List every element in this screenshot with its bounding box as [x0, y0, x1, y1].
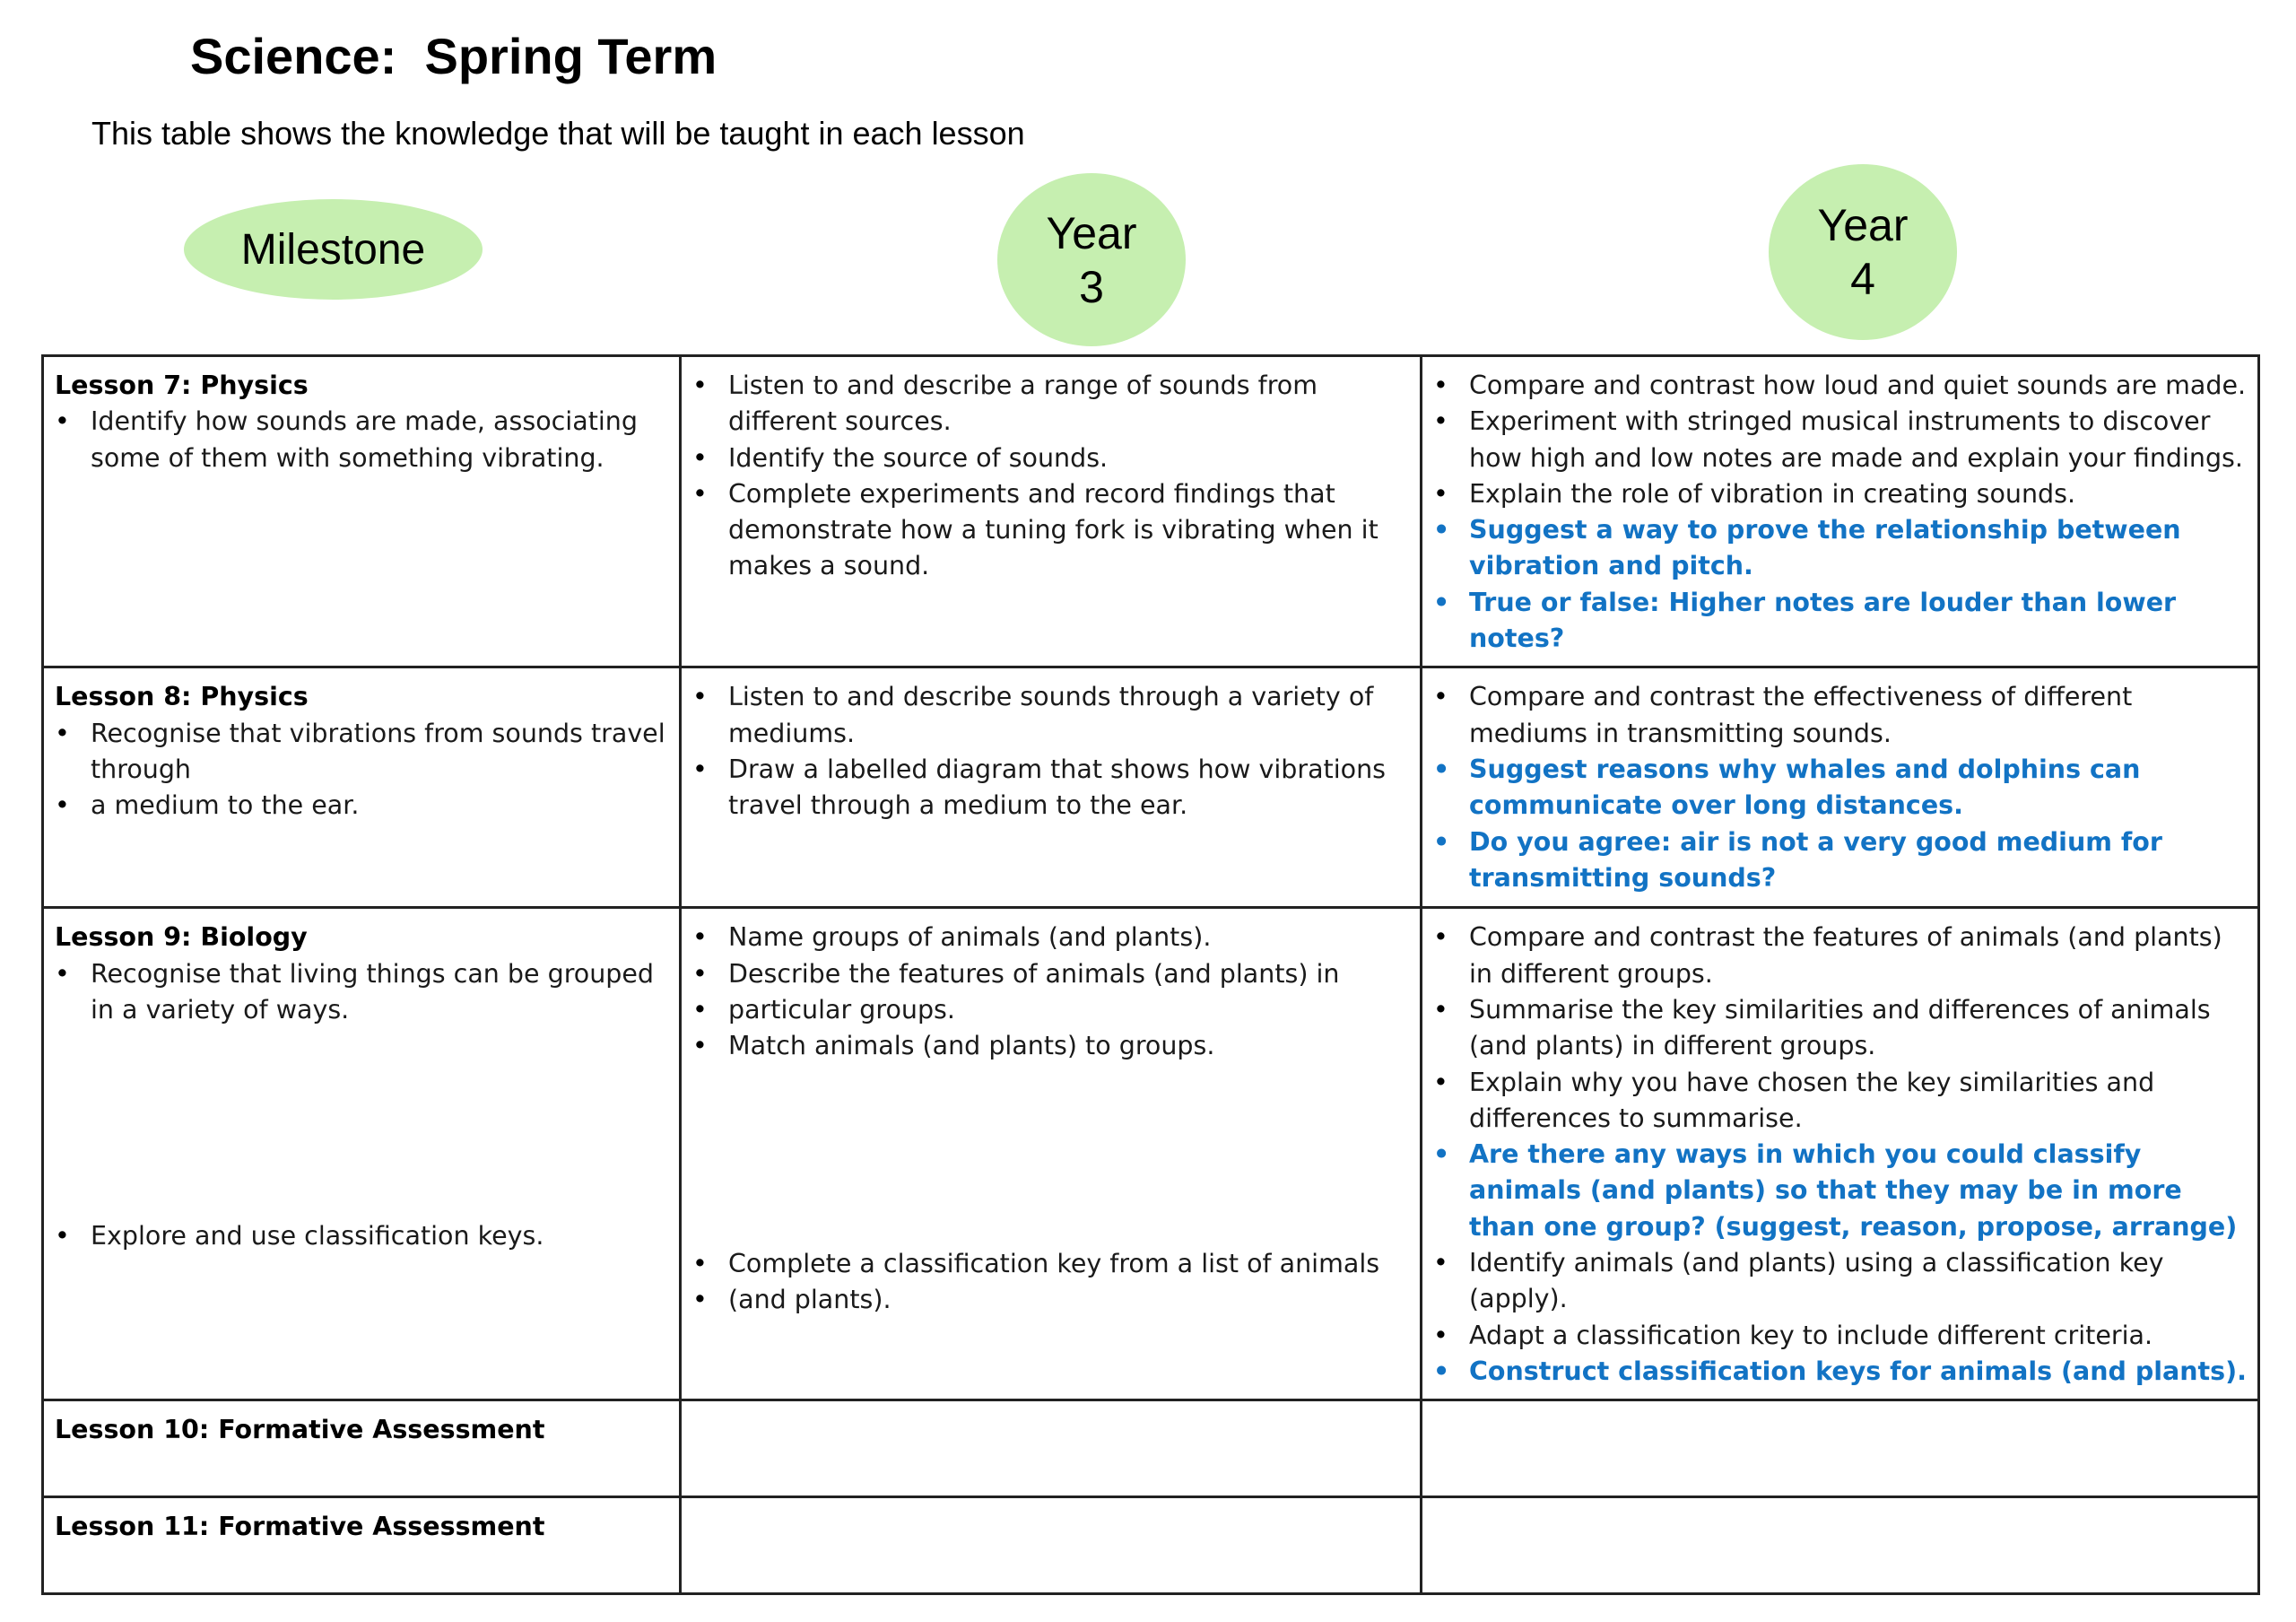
- list-item: • Draw a labelled diagram that shows how vibrations travel through a medium to the ear.: [692, 752, 1409, 824]
- challenge-item: • Suggest reasons why whales and dolphins can communicate over long distances.: [1433, 752, 2247, 824]
- list-item: • Explain why you have chosen the key similarities and differences to summarise.: [1433, 1065, 2247, 1138]
- list-item: • Compare and contrast the features of animals (and plants) in different groups.: [1433, 920, 2247, 992]
- challenge-item: • Suggest a way to prove the relationship between vibration and pitch.: [1433, 512, 2247, 585]
- challenge-item: • Do you agree: air is not a very good medium for transmitting sounds?: [1433, 824, 2247, 897]
- year-4-cell: [1422, 667, 2259, 908]
- year-4-cell: [1422, 1400, 2259, 1497]
- milestone-cell: [43, 667, 681, 908]
- list-item: • Explore and use classification keys.: [55, 1218, 668, 1254]
- year-3-cell: [681, 356, 1422, 667]
- table-row: [43, 1497, 2259, 1594]
- cell-spacer: [692, 1065, 1409, 1246]
- year-4-bubble: [1769, 164, 1957, 340]
- list-item: • Complete a classification key from a list of animals: [692, 1246, 1409, 1282]
- list-item: • (and plants).: [692, 1282, 1409, 1318]
- challenge-item: • True or false: Higher notes are louder than lower notes?: [1433, 585, 2247, 658]
- list-item: • Compare and contrast the effectiveness of different mediums in transmitting sounds.: [1433, 679, 2247, 752]
- list-item: • Describe the features of animals (and plants) in: [692, 956, 1409, 992]
- list-item: • Explain the role of vibration in creating sounds.: [1433, 476, 2247, 512]
- year-4-list: [1433, 679, 2247, 896]
- lesson-heading: Lesson 8: Physics: [55, 682, 309, 712]
- year-3-cell: [681, 667, 1422, 908]
- list-item: • particular groups.: [692, 992, 1409, 1028]
- year-4-bubble-label: Year 4: [1817, 200, 1909, 304]
- year-4-list: [1433, 920, 2247, 1390]
- year-3-list: [692, 920, 1409, 1064]
- list-item: • Listen to and describe sounds through a variety of mediums.: [692, 679, 1409, 752]
- milestone-list: [55, 716, 668, 824]
- list-item: • Recognise that vibrations from sounds travel through: [55, 716, 668, 789]
- lesson-heading: Lesson 10: Formative Assessment: [55, 1415, 545, 1445]
- challenge-item: • Are there any ways in which you could classify animals (and plants) so that they may be in more than one group? (suggest, reason, propose, arrange): [1433, 1137, 2247, 1245]
- list-item: • Identify animals (and plants) using a classification key (apply).: [1433, 1245, 2247, 1318]
- challenge-item: • Construct classification keys for animals (and plants).: [1433, 1354, 2247, 1390]
- milestone-cell: [43, 356, 681, 667]
- list-item: • a medium to the ear.: [55, 788, 668, 824]
- list-item: • Complete experiments and record findings that demonstrate how a tuning fork is vibrating when it makes a sound.: [692, 476, 1409, 585]
- table-row: [43, 1400, 2259, 1497]
- list-item: • Summarise the key similarities and differences of animals (and plants) in different groups.: [1433, 992, 2247, 1065]
- table-row: [43, 356, 2259, 667]
- page-subtitle: This table shows the knowledge that will be taught in each lesson: [91, 115, 1025, 152]
- year-3-bubble: [997, 173, 1186, 346]
- table-row: [43, 667, 2259, 908]
- knowledge-table: [41, 354, 2260, 1595]
- year-4-cell: [1422, 1497, 2259, 1594]
- milestone-list: [55, 404, 668, 476]
- list-item: • Listen to and describe a range of sounds from different sources.: [692, 368, 1409, 440]
- year-4-cell: [1422, 356, 2259, 667]
- year-3-list: [692, 368, 1409, 585]
- list-item: • Identify the source of sounds.: [692, 440, 1409, 476]
- table-row: [43, 908, 2259, 1400]
- list-item: • Compare and contrast how loud and quiet sounds are made.: [1433, 368, 2247, 404]
- year-4-cell: [1422, 908, 2259, 1400]
- list-item: • Name groups of animals (and plants).: [692, 920, 1409, 955]
- lesson-heading: Lesson 11: Formative Assessment: [55, 1512, 545, 1542]
- milestone-cell: [43, 1400, 681, 1497]
- list-item: • Match animals (and plants) to groups.: [692, 1028, 1409, 1064]
- milestone-cell: [43, 1497, 681, 1594]
- year-3-cell: [681, 1400, 1422, 1497]
- list-item: • Identify how sounds are made, associating some of them with something vibrating.: [55, 404, 668, 476]
- page-title: Science: Spring Term: [190, 28, 718, 84]
- milestone-list-lower: [55, 1218, 668, 1254]
- milestone-list: [55, 956, 668, 1029]
- list-item: • Experiment with stringed musical instruments to discover how high and low notes are made and explain your findings.: [1433, 404, 2247, 476]
- year-4-list: [1433, 368, 2247, 657]
- milestone-cell: [43, 908, 681, 1400]
- year-3-cell: [681, 1497, 1422, 1594]
- year-3-list: [692, 679, 1409, 824]
- cell-spacer: [55, 1028, 668, 1218]
- milestone-bubble-label: Milestone: [240, 225, 426, 274]
- list-item: • Recognise that living things can be grouped in a variety of ways.: [55, 956, 668, 1029]
- milestone-bubble: [184, 199, 483, 300]
- lesson-heading: Lesson 7: Physics: [55, 371, 309, 400]
- year-3-list-lower: [692, 1246, 1409, 1319]
- list-item: • Adapt a classification key to include different criteria.: [1433, 1318, 2247, 1354]
- year-3-cell: [681, 908, 1422, 1400]
- year-3-bubble-label: Year 3: [1046, 207, 1137, 312]
- lesson-heading: Lesson 9: Biology: [55, 922, 308, 953]
